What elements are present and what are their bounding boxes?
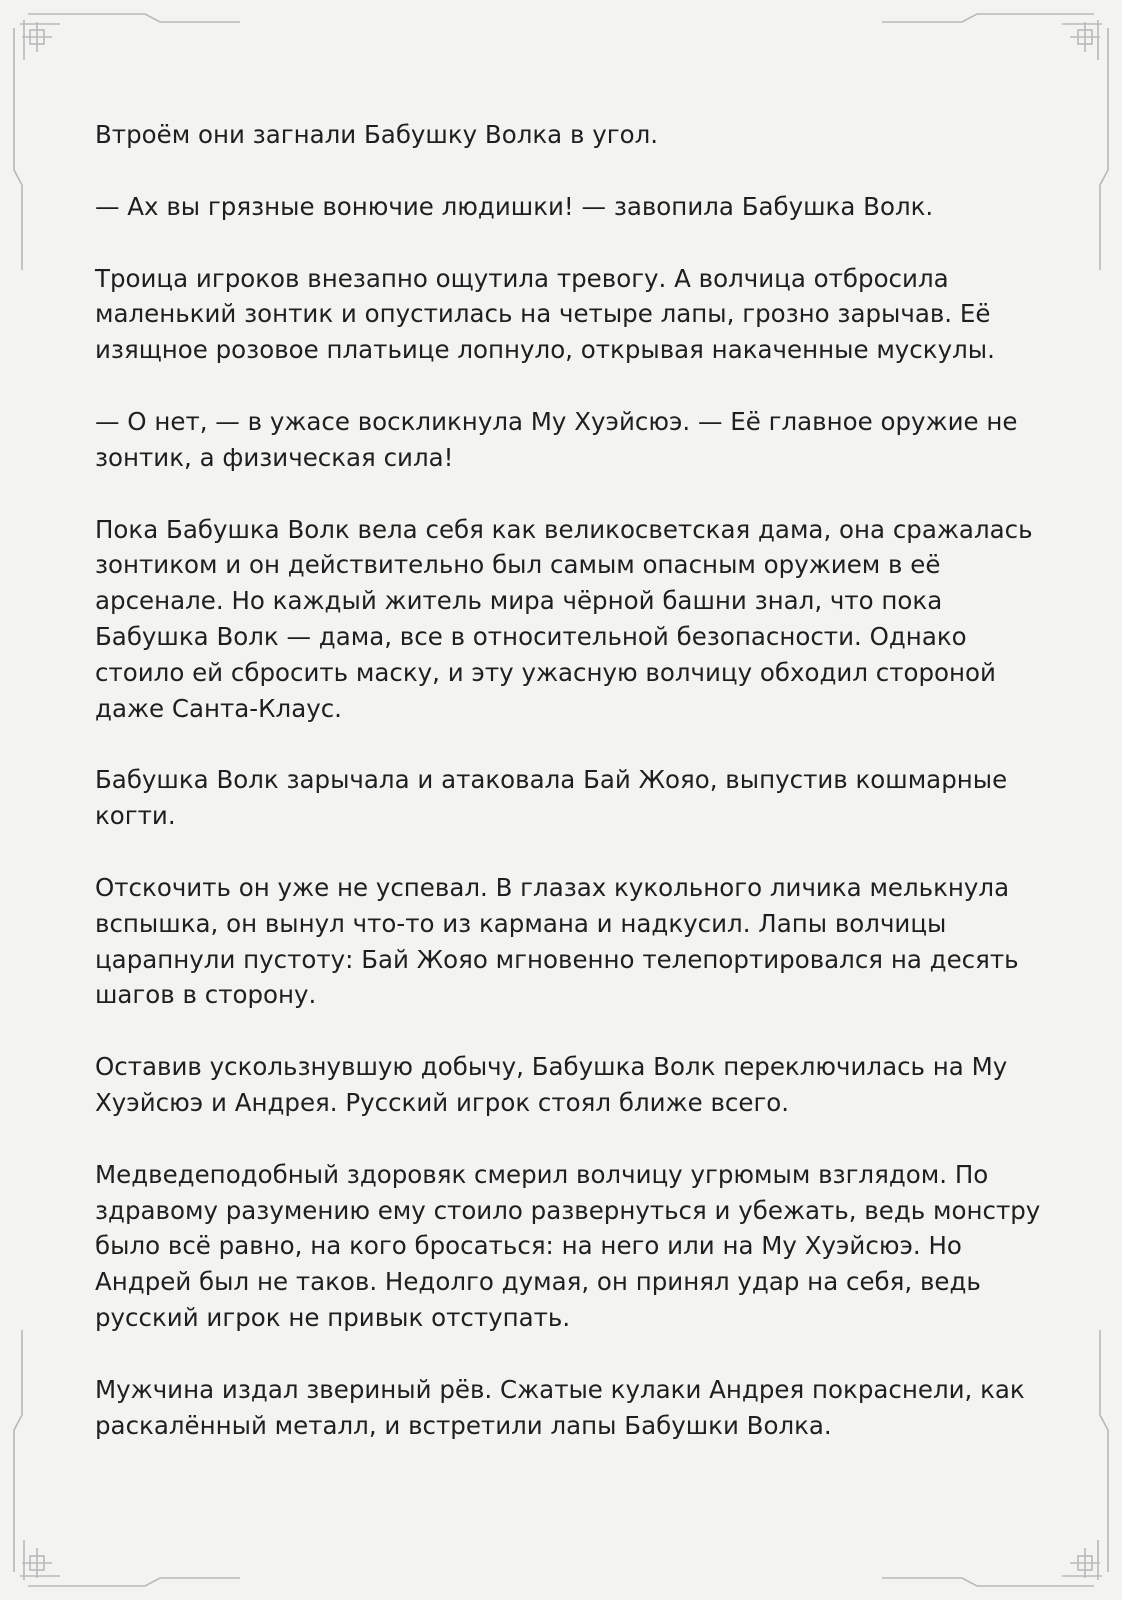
paragraph-9: Медведеподобный здоровяк смерил волчицу угрюмым взглядом. По здравому разумению ему стоило развернуться и убежать, ведь монстру было всё равно, на кого бросаться: на него или на Му Хуэйсюэ. Но Андрей был не таков. Недолго думая, он принял удар на себя, ведь русский игрок не привык отступать. <box>95 1159 1041 1332</box>
paragraph-8: Оставив ускользнувшую добычу, Бабушка Волк переключилась на Му Хуэйсюэ и Андрея. Русский игрок стоял ближе всего. <box>95 1052 1008 1117</box>
paragraph-3: Троица игроков внезапно ощутила тревогу. А волчица отбросила маленький зонтик и опустилась на четыре лапы, грозно зарычав. Её изящное розовое платьице лопнуло, открывая накаченные мускулы. <box>95 263 995 365</box>
paragraph-5: Пока Бабушка Волк вела себя как великосветская дама, она сражалась зонтиком и он действительно был самым опасным оружием в её арсенале. Но каждый житель мира чёрной башни знал, что пока Бабушка Волк — дама, все в относительной безопасности. Однако стоило ей сбросить маску, и эту ужасную волчицу обходил стороной даже Санта-Клаус. <box>95 514 1033 723</box>
paragraph-10: Мужчина издал звериный рёв. Сжатые кулаки Андрея покраснели, как раскалённый металл, и встретили лапы Бабушки Волка. <box>95 1374 1025 1440</box>
chapter-text <box>95 117 1055 1479</box>
paragraph-2: — Ах вы грязные вонючие людишки! — завопила Бабушка Волк. <box>95 191 934 221</box>
paragraph-4: — О нет, — в ужасе воскликнула Му Хуэйсюэ. — Её главное оружие не зонтик, а физическая сила! <box>95 406 1018 472</box>
paragraph-6: Бабушка Волк зарычала и атаковала Бай Жояо, выпустив кошмарные когти. <box>95 765 1008 831</box>
paragraph-7: Отскочить он уже не успевал. В глазах кукольного личика мелькнула вспышка, он вынул что-то из кармана и надкусил. Лапы волчицы царапнули пустоту: Бай Жояо мгновенно телепортировался на десять шагов в сторону. <box>95 872 1019 1010</box>
paragraph-1: Втроём они загнали Бабушку Волка в угол. <box>95 120 659 149</box>
